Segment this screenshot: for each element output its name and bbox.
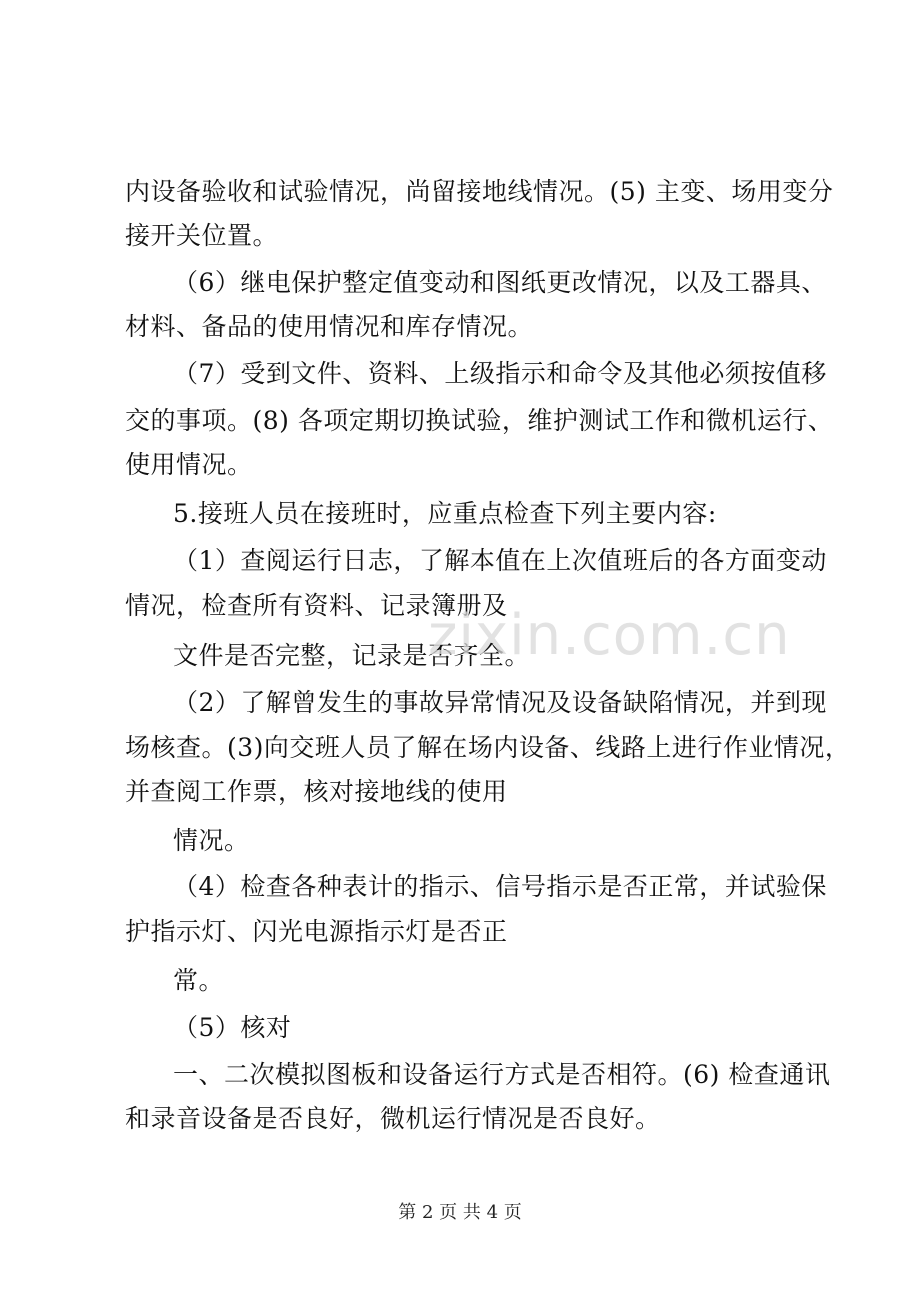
body-line-2: 接开关位置。 — [125, 221, 279, 250]
body-line-8: 5.接班人员在接班时，应重点检查下列主要内容: — [173, 499, 717, 528]
body-line-7: 使用情况。 — [125, 450, 253, 479]
body-line-3: （6）继电保护整定值变动和图纸更改情况，以及工器具、 — [173, 268, 827, 297]
body-line-5: （7）受到文件、资料、上级指示和命令及其他必须按值移 — [173, 359, 827, 388]
watermark-text: zixin.com.cn — [428, 603, 791, 668]
body-line-13: 场核查。(3)向交班人员了解在场内设备、线路上进行作业情况， — [125, 733, 851, 762]
body-line-15: 情况。 — [173, 826, 250, 855]
body-line-16: （4）检查各种表计的指示、信号指示是否正常，并试验保 — [173, 872, 827, 901]
body-line-19: （5）核对 — [173, 1013, 292, 1042]
body-line-4: 材料、备品的使用情况和库存情况。 — [125, 312, 534, 341]
body-line-10: 情况，检查所有资料、记录簿册及 — [125, 591, 508, 620]
body-line-18: 常。 — [173, 966, 225, 995]
body-line-17: 护指示灯、闪光电源指示灯是否正 — [125, 917, 508, 946]
body-line-1: 内设备验收和试验情况，尚留接地线情况。(5) 主变、场用变分 — [125, 177, 834, 206]
page-footer: 第 2 页 共 4 页 — [398, 1202, 522, 1223]
body-line-11: 文件是否完整，记录是否齐全。 — [173, 641, 531, 670]
body-line-21: 和录音设备是否良好，微机运行情况是否良好。 — [125, 1104, 661, 1133]
body-line-6: 交的事项。(8) 各项定期切换试验，维护测试工作和微机运行、 — [125, 406, 834, 435]
body-line-14: 并查阅工作票，核对接地线的使用 — [125, 777, 508, 806]
body-line-12: （2）了解曾发生的事故异常情况及设备缺陷情况，并到现 — [173, 688, 827, 717]
body-line-20: 一、二次模拟图板和设备运行方式是否相符。(6) 检查通讯 — [173, 1060, 831, 1089]
body-line-9: （1）查阅运行日志，了解本值在上次值班后的各方面变动 — [173, 546, 827, 575]
